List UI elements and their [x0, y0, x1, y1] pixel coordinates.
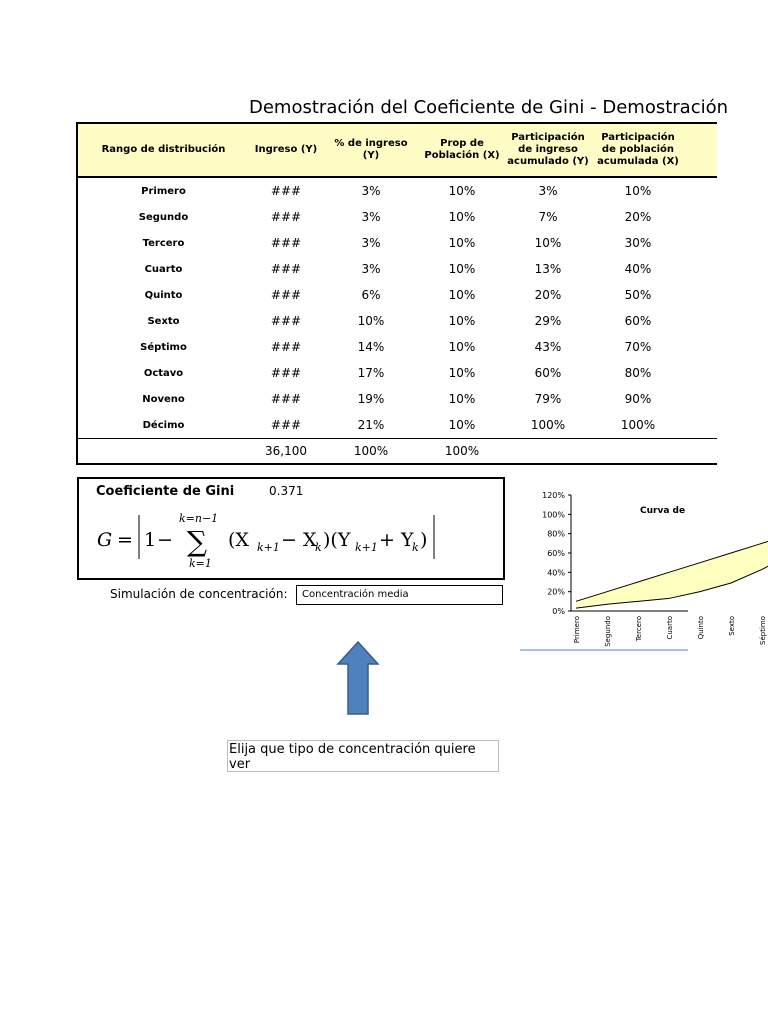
svg-text:− X: − X — [281, 529, 317, 551]
cell-cum-income: 10% — [534, 236, 562, 250]
cell-pct-income: 6% — [361, 288, 381, 302]
y-tick-label: 80% — [547, 529, 565, 539]
svg-text:=: = — [117, 529, 133, 551]
lorenz-chart — [520, 486, 767, 656]
table-row — [77, 360, 717, 386]
gini-label: Coeficiente de Gini — [96, 484, 235, 499]
cell-cum-pop: 100% — [620, 418, 656, 432]
total-income: 36,100 — [249, 439, 323, 465]
x-tick-label: Sexto — [728, 616, 736, 636]
y-tick-label: 20% — [547, 587, 565, 597]
table-row — [77, 412, 717, 439]
cell-cum-income: 20% — [534, 288, 562, 302]
svg-text:1: 1 — [144, 529, 157, 551]
gini-table — [76, 122, 717, 465]
chart-title: Curva de — [640, 506, 686, 516]
header-pct-ingreso: % de ingreso (Y) — [323, 123, 419, 177]
cell-cum-income: 60% — [534, 366, 562, 380]
cell-cum-pop: 80% — [624, 366, 652, 380]
up-arrow-icon — [336, 640, 380, 716]
cell-prop-pop: 10% — [448, 288, 476, 302]
cell-cum-pop: 60% — [624, 314, 652, 328]
svg-text:∑: ∑ — [187, 525, 207, 558]
svg-text:k+1: k+1 — [257, 541, 280, 554]
cell-pct-income: 19% — [357, 392, 385, 406]
cell-cum-income: 13% — [534, 262, 562, 276]
table-row — [77, 308, 717, 334]
cell-cum-income: 7% — [538, 210, 558, 224]
totals-row — [77, 439, 717, 465]
cell-rank: Sexto — [147, 315, 180, 327]
cell-income: ### — [270, 340, 302, 354]
cell-cum-income: 79% — [534, 392, 562, 406]
instruction-note: Elija que tipo de concentración quiere ver — [227, 740, 499, 772]
header-poblacion-acumulada: Participación de población acumulada (X) — [591, 123, 685, 177]
table-row — [77, 386, 717, 412]
cell-prop-pop: 10% — [448, 366, 476, 380]
svg-text:k=n−1: k=n−1 — [179, 512, 219, 525]
cell-prop-pop: 10% — [448, 184, 476, 198]
header-ingreso-acumulado: Participación de ingreso acumulado (Y) — [505, 123, 591, 177]
cell-pct-income: 3% — [361, 210, 381, 224]
cell-income: ### — [270, 210, 302, 224]
cell-cum-pop: 70% — [624, 340, 652, 354]
svg-text:): ) — [420, 529, 428, 551]
page-title: Demostración del Coeficiente de Gini - Demostración — [249, 97, 729, 118]
total-pct-income: 100% — [323, 439, 419, 465]
cell-rank: Cuarto — [144, 263, 183, 275]
svg-text:)(Y: )(Y — [323, 529, 351, 551]
cell-prop-pop: 10% — [448, 236, 476, 250]
table-row — [77, 230, 717, 256]
table-row — [77, 204, 717, 230]
cell-rank: Séptimo — [140, 341, 187, 353]
cell-prop-pop: 10% — [448, 392, 476, 406]
total-label — [77, 439, 249, 465]
cell-cum-pop: 50% — [624, 288, 652, 302]
header-rango: Rango de distribución — [77, 123, 249, 177]
svg-text:k=1: k=1 — [189, 557, 212, 570]
gini-formula — [97, 509, 497, 571]
svg-text:+ Y: + Y — [379, 529, 414, 551]
cell-income: ### — [270, 236, 302, 250]
y-tick-label: 40% — [547, 568, 565, 578]
cell-income: ### — [270, 262, 302, 276]
cell-cum-pop: 10% — [624, 184, 652, 198]
cell-pct-income: 14% — [357, 340, 385, 354]
svg-text:−: − — [157, 529, 173, 551]
cell-cum-income: 100% — [530, 418, 566, 432]
table-row — [77, 282, 717, 308]
x-tick-label: Segundo — [604, 616, 612, 647]
cell-rank: Quinto — [144, 289, 183, 301]
header-prop-poblacion: Prop de Población (X) — [419, 123, 505, 177]
cell-rank: Noveno — [142, 393, 185, 405]
cell-income: ### — [270, 314, 302, 328]
cell-prop-pop: 10% — [448, 340, 476, 354]
gini-value: 0.371 — [269, 484, 304, 498]
table-row — [77, 177, 717, 204]
cell-cum-income: 43% — [534, 340, 562, 354]
header-ingreso: Ingreso (Y) — [249, 123, 323, 177]
cell-cum-income: 29% — [534, 314, 562, 328]
inequality-area — [576, 514, 768, 608]
cell-pct-income: 3% — [361, 236, 381, 250]
svg-text:k: k — [412, 541, 419, 554]
cell-rank: Octavo — [143, 367, 184, 379]
gini-table-container — [76, 122, 688, 464]
cell-income: ### — [270, 366, 302, 380]
y-tick-label: 60% — [547, 549, 565, 558]
svg-text:k+1: k+1 — [355, 541, 378, 554]
cell-cum-income: 3% — [538, 184, 558, 198]
cell-income: ### — [270, 184, 302, 198]
cell-pct-income: 17% — [357, 366, 385, 380]
total-prop-pop: 100% — [419, 439, 505, 465]
cell-prop-pop: 10% — [448, 314, 476, 328]
svg-text:(X: (X — [228, 529, 249, 551]
cell-cum-pop: 90% — [624, 392, 652, 406]
cell-pct-income: 21% — [357, 418, 385, 432]
cell-income: ### — [270, 418, 302, 432]
cell-rank: Tercero — [142, 237, 185, 249]
cell-rank: Décimo — [142, 419, 185, 431]
cell-prop-pop: 10% — [448, 210, 476, 224]
table-row — [77, 256, 717, 282]
y-tick-label: 0% — [552, 607, 565, 616]
x-tick-label: Tercero — [635, 616, 643, 642]
cell-income: ### — [270, 288, 302, 302]
cell-cum-pop: 20% — [624, 210, 652, 224]
concentration-select[interactable]: Concentración media — [296, 585, 503, 605]
cell-prop-pop: 10% — [448, 418, 476, 432]
header-extra — [685, 123, 717, 177]
cell-cum-pop: 40% — [624, 262, 652, 276]
x-tick-label: Cuarto — [666, 616, 674, 640]
simulation-label: Simulación de concentración: — [110, 587, 288, 601]
cell-pct-income: 10% — [357, 314, 385, 328]
svg-text:k: k — [315, 541, 322, 554]
y-tick-label: 100% — [542, 510, 565, 520]
x-tick-label: Quinto — [697, 616, 705, 640]
cell-pct-income: 3% — [361, 184, 381, 198]
x-tick-label: Primero — [573, 616, 581, 644]
svg-text:G: G — [97, 529, 113, 551]
cell-prop-pop: 10% — [448, 262, 476, 276]
y-tick-label: 120% — [542, 491, 565, 500]
x-tick-label: Séptimo — [759, 616, 767, 645]
table-row — [77, 334, 717, 360]
cell-cum-pop: 30% — [624, 236, 652, 250]
cell-pct-income: 3% — [361, 262, 381, 276]
gini-coefficient-box — [77, 477, 505, 580]
cell-rank: Segundo — [138, 211, 189, 223]
cell-rank: Primero — [141, 185, 186, 197]
cell-income: ### — [270, 392, 302, 406]
